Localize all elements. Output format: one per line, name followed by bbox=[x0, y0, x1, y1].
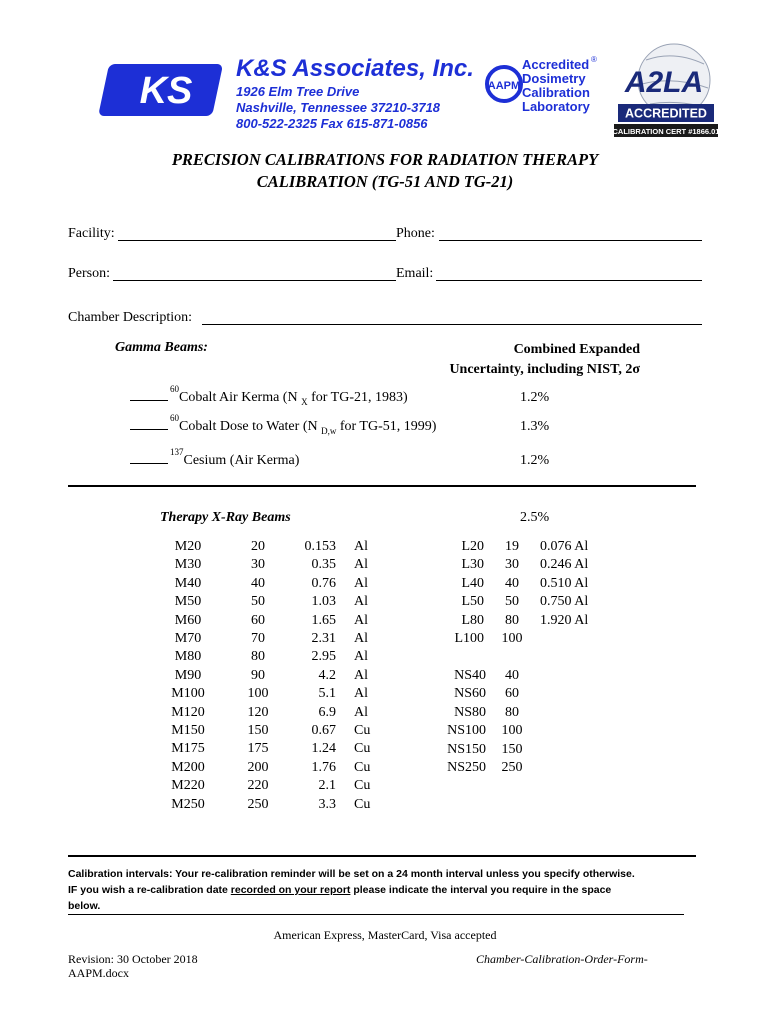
calibration-note bbox=[68, 866, 708, 914]
m-beam-hvl: 6.9 bbox=[318, 704, 336, 720]
aapm-line-1: Accredited bbox=[522, 57, 590, 72]
m-beam-material: Al bbox=[354, 539, 368, 554]
m-beam-hvl: 0.35 bbox=[311, 557, 336, 573]
m-beam-kv: 120 bbox=[247, 704, 269, 720]
isotope-sup: 137 bbox=[170, 447, 184, 457]
m-beam-name: M60 bbox=[174, 612, 202, 628]
gamma-row-cesium bbox=[130, 447, 300, 469]
phone-field[interactable] bbox=[439, 240, 702, 241]
ns-beam-name: NS100 bbox=[447, 723, 486, 739]
section-divider-1 bbox=[68, 485, 696, 487]
gamma-checkbox-3[interactable] bbox=[130, 463, 168, 464]
m-beam-material: Al bbox=[354, 667, 368, 683]
m-beam-hvl: 2.1 bbox=[318, 778, 336, 794]
m-beam-kv: 70 bbox=[251, 631, 265, 647]
email-label: Email: bbox=[396, 266, 434, 281]
calibration-text-a: IF you wish a re-calibration date bbox=[68, 884, 231, 896]
uncertainty-heading-1: Combined Expanded bbox=[513, 342, 640, 357]
m-beam-name: M150 bbox=[171, 723, 205, 739]
email-field[interactable] bbox=[436, 280, 702, 281]
ns-beam-name: NS60 bbox=[454, 686, 486, 702]
gamma-label: Cobalt Air Kerma (N bbox=[179, 390, 298, 405]
calibration-line-2 bbox=[68, 882, 708, 898]
uncertainty-heading-2: Uncertainty, including NIST, 2σ bbox=[449, 362, 640, 377]
l-series-names bbox=[440, 538, 484, 648]
m-beam-material: Al bbox=[354, 612, 368, 628]
m-beam-kv: 80 bbox=[251, 649, 265, 665]
ks-logo-letters: KS bbox=[139, 70, 193, 112]
company-name: K&S Associates, Inc. bbox=[236, 55, 474, 82]
m-series-hvl bbox=[292, 538, 336, 814]
cards-accepted: American Express, MasterCard, Visa accepted bbox=[273, 928, 497, 942]
a2la-badge: ACCREDITED bbox=[625, 106, 707, 121]
l-beam-kv: 19 bbox=[505, 539, 519, 554]
m-beam-hvl: 0.76 bbox=[311, 575, 336, 591]
l-beam-name: L30 bbox=[461, 557, 484, 573]
phone-label: Phone: bbox=[396, 226, 435, 241]
ns-beam-kv: 80 bbox=[505, 704, 519, 720]
m-beam-kv: 250 bbox=[247, 796, 269, 812]
ns-beam-kv: 100 bbox=[501, 723, 523, 739]
ns-beam-name: NS80 bbox=[454, 704, 486, 720]
m-beam-name: M90 bbox=[174, 667, 202, 683]
m-beam-material: Cu bbox=[354, 723, 371, 739]
l-beam-hvl: 0.510 Al bbox=[540, 575, 589, 591]
gamma-pct-1: 1.2% bbox=[520, 390, 550, 405]
ns-beam-name: NS40 bbox=[454, 668, 486, 683]
person-field[interactable] bbox=[113, 280, 396, 281]
a2la-cert: CALIBRATION CERT #1866.01 bbox=[612, 127, 720, 136]
m-beam-kv: 150 bbox=[247, 723, 269, 739]
isotope-sup: 60 bbox=[170, 384, 179, 394]
m-beam-material: Al bbox=[354, 686, 368, 702]
ns-beam-name: NS250 bbox=[447, 760, 486, 776]
l-beam-hvl: 0.246 Al bbox=[540, 557, 589, 573]
facility-field[interactable] bbox=[118, 240, 396, 241]
chamber-description-field[interactable] bbox=[202, 324, 702, 325]
m-beam-material: Al bbox=[354, 575, 368, 591]
m-beam-name: M20 bbox=[174, 539, 202, 554]
revision-date: Revision: 30 October 2018 bbox=[68, 952, 198, 966]
gamma-heading: Gamma Beams: bbox=[115, 340, 208, 355]
m-beam-name: M175 bbox=[171, 741, 205, 757]
m-beam-material: Al bbox=[354, 594, 368, 610]
l-series-kv bbox=[500, 538, 524, 648]
company-address-2: Nashville, Tennessee 37210-3718 bbox=[236, 100, 441, 115]
m-beam-material: Cu bbox=[354, 741, 371, 757]
a2la-logo-letters: A2LA bbox=[624, 66, 704, 99]
m-beam-hvl: 5.1 bbox=[318, 686, 336, 702]
m-series-names bbox=[166, 538, 210, 814]
m-beam-kv: 220 bbox=[247, 778, 269, 794]
l-beam-name: L50 bbox=[461, 594, 484, 610]
m-beam-kv: 200 bbox=[247, 759, 269, 775]
ks-logo bbox=[104, 60, 228, 120]
ns-beam-kv: 40 bbox=[505, 668, 519, 683]
m-beam-hvl: 1.76 bbox=[311, 759, 336, 775]
l-beam-kv: 50 bbox=[505, 594, 519, 610]
l-beam-hvl: 1.920 Al bbox=[540, 612, 589, 628]
m-beam-kv: 20 bbox=[251, 539, 265, 554]
m-beam-hvl: 4.2 bbox=[318, 667, 336, 683]
m-beam-kv: 30 bbox=[251, 557, 265, 573]
m-beam-material: Al bbox=[354, 704, 368, 720]
m-beam-hvl: 0.153 bbox=[304, 539, 336, 554]
person-label: Person: bbox=[68, 266, 110, 281]
gamma-label-post: for TG-51, 1999) bbox=[336, 419, 437, 434]
l-beam-kv: 80 bbox=[505, 612, 519, 628]
file-name-continued: AAPM.docx bbox=[68, 966, 130, 980]
l-beam-name: L80 bbox=[461, 612, 484, 628]
gamma-pct-3: 1.2% bbox=[520, 453, 550, 468]
m-beam-hvl: 1.65 bbox=[311, 612, 336, 628]
m-beam-name: M40 bbox=[174, 575, 202, 591]
m-beam-name: M70 bbox=[174, 631, 202, 647]
gamma-label-post: for TG-21, 1983) bbox=[307, 390, 408, 405]
ns-beam-kv: 250 bbox=[501, 760, 523, 776]
m-beam-material: Cu bbox=[354, 796, 371, 812]
m-beam-hvl: 1.24 bbox=[311, 741, 336, 757]
m-beam-kv: 40 bbox=[251, 575, 265, 591]
m-beam-hvl: 0.67 bbox=[311, 723, 336, 739]
calibration-line-3: below. bbox=[68, 900, 101, 912]
l-beam-name: L20 bbox=[461, 539, 484, 554]
m-beam-hvl: 2.31 bbox=[311, 631, 336, 647]
m-beam-hvl: 3.3 bbox=[318, 796, 336, 812]
l-beam-kv: 30 bbox=[505, 557, 519, 573]
xray-uncertainty: 2.5% bbox=[520, 510, 550, 525]
aapm-line-3: Calibration bbox=[522, 85, 590, 100]
gamma-row-cobalt-dose-water bbox=[130, 413, 437, 436]
ns-series-kv bbox=[498, 667, 526, 777]
registered-mark: ® bbox=[591, 55, 597, 64]
l-beam-kv: 40 bbox=[505, 575, 519, 591]
calibration-underlined: recorded on your report bbox=[230, 884, 351, 896]
facility-label: Facility: bbox=[68, 226, 115, 241]
title-line-2: CALIBRATION (TG-51 AND TG-21) bbox=[256, 172, 514, 191]
l-beam-hvl: 0.750 Al bbox=[540, 594, 589, 610]
m-beam-name: M50 bbox=[174, 594, 202, 610]
m-beam-hvl: 2.95 bbox=[311, 649, 336, 665]
m-beam-name: M250 bbox=[171, 796, 205, 812]
company-contact: 800-522-2325 Fax 615-871-0856 bbox=[236, 116, 428, 131]
gamma-row-cobalt-air-kerma bbox=[130, 384, 408, 407]
m-series-kv bbox=[236, 538, 280, 814]
l-beam-name: L40 bbox=[461, 575, 484, 591]
m-beam-kv: 175 bbox=[247, 741, 269, 757]
gamma-sub: X bbox=[301, 397, 308, 407]
m-beam-name: M30 bbox=[174, 557, 202, 573]
gamma-sub: D,w bbox=[321, 426, 337, 436]
a2la-logo bbox=[612, 40, 720, 140]
gamma-label: Cesium (Air Kerma) bbox=[183, 453, 300, 468]
m-beam-kv: 100 bbox=[247, 686, 269, 702]
m-beam-hvl: 1.03 bbox=[311, 594, 336, 610]
m-beam-name: M120 bbox=[171, 704, 205, 720]
xray-heading: Therapy X-Ray Beams bbox=[160, 510, 291, 525]
m-beam-kv: 60 bbox=[251, 612, 265, 628]
aapm-logo-letters: AAPM bbox=[487, 80, 521, 92]
m-beam-kv: 50 bbox=[251, 594, 265, 610]
m-beam-material: Al bbox=[354, 631, 368, 647]
ns-beam-name: NS150 bbox=[447, 741, 486, 757]
m-beam-material: Cu bbox=[354, 759, 371, 775]
company-address-1: 1926 Elm Tree Drive bbox=[236, 84, 360, 99]
m-beam-material: Al bbox=[354, 649, 368, 665]
gamma-label: Cobalt Dose to Water (N bbox=[179, 419, 318, 434]
aapm-line-2: Dosimetry bbox=[522, 71, 586, 86]
l-beam-kv: 100 bbox=[501, 631, 523, 647]
aapm-text bbox=[522, 58, 590, 114]
m-beam-material: Al bbox=[354, 557, 368, 573]
l-beam-name: L100 bbox=[454, 631, 484, 647]
m-beam-name: M80 bbox=[174, 649, 202, 665]
m-beam-kv: 90 bbox=[251, 667, 265, 683]
chamber-label: Chamber Description: bbox=[68, 310, 193, 325]
uncertainty-heading bbox=[400, 340, 640, 380]
m-beam-name: M100 bbox=[171, 686, 205, 702]
ns-series-names bbox=[436, 667, 486, 777]
calibration-line-1: Calibration intervals: Your re-calibration reminder will be set on a 24 month interval unless you specify otherwise. bbox=[68, 868, 635, 880]
calibration-interval-field[interactable] bbox=[68, 914, 684, 915]
company-block bbox=[236, 56, 474, 132]
gamma-pct-2: 1.3% bbox=[520, 419, 550, 434]
ns-beam-kv: 60 bbox=[505, 686, 519, 702]
calibration-text-b: please indicate the interval you require in the space bbox=[350, 884, 612, 896]
m-beam-name: M200 bbox=[171, 759, 205, 775]
file-name: Chamber-Calibration-Order-Form- bbox=[476, 952, 648, 966]
aapm-line-4: Laboratory bbox=[522, 99, 590, 114]
gamma-checkbox-1[interactable] bbox=[130, 400, 168, 401]
m-beam-name: M220 bbox=[171, 778, 205, 794]
gamma-checkbox-2[interactable] bbox=[130, 429, 168, 430]
ns-beam-kv: 150 bbox=[501, 741, 523, 757]
isotope-sup: 60 bbox=[170, 413, 179, 423]
m-beam-material: Cu bbox=[354, 778, 371, 794]
m-series-material bbox=[354, 538, 384, 814]
l-beam-hvl: 0.076 Al bbox=[540, 539, 589, 554]
title-line-1: PRECISION CALIBRATIONS FOR RADIATION THERAPY bbox=[171, 150, 599, 169]
section-divider-2 bbox=[68, 855, 696, 857]
l-series-hvl bbox=[540, 538, 610, 630]
